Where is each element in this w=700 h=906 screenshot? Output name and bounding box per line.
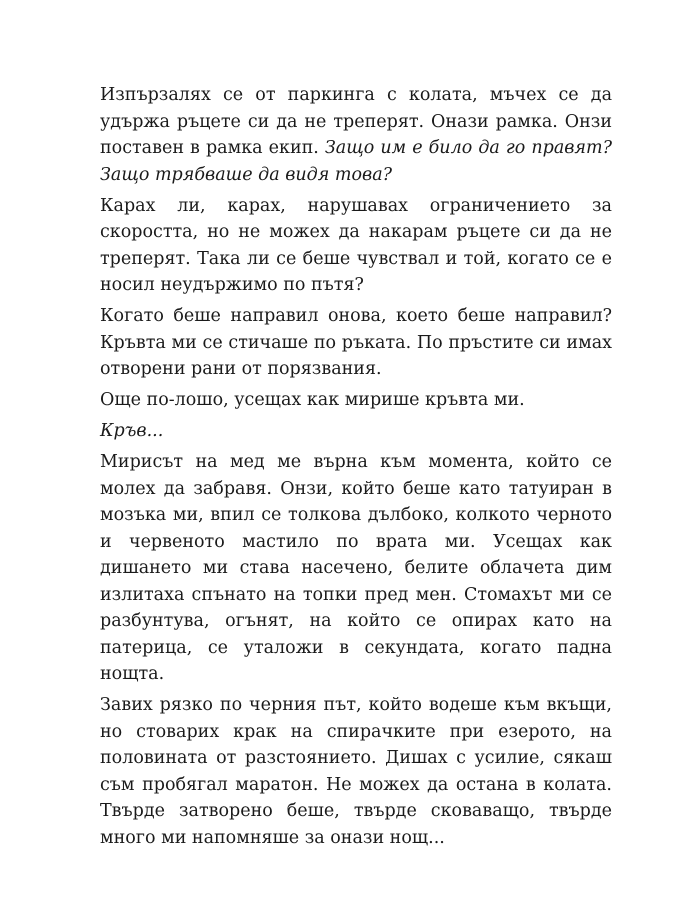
book-page	[100, 82, 612, 851]
paragraph-6: Мирисът на мед ме върна към момента, който се молех да забравя. Онзи, който беше като татуиран в мозъка ми, впил се толкова дълбоко, колкото черното и червеното мастило по врата ми. Усещах как дишането ми става насечено, белите облачета дим излитаха спънато на топки пред мен. Стомахът ми се разбунтува, огънят, на който се опирах като на патерица, се уталожи в секундата, когато падна нощта.	[100, 452, 612, 684]
paragraph-1-text: Изпързалях се от паркинга с колата, мъчех се да удържа ръцете си да не треперят. Онази рамка. Онзи поставен в рамка екип.	[100, 85, 612, 158]
paragraph-5-italic: Кръв...	[100, 421, 164, 441]
paragraph-3: Когато беше направил онова, което беше направил? Кръвта ми се стичаше по ръката. По пръстите си имах отворени рани от порязвания.	[100, 306, 612, 379]
paragraph-1	[100, 82, 612, 188]
paragraph-4: Още по-лошо, усещах как мирише кръвта ми.	[100, 390, 525, 410]
paragraph-1-italic: Защо им е било да го правят? Защо трябваше да видя това?	[100, 138, 612, 185]
paragraph-2: Карах ли, карах, нарушавах ограничението за скоростта, но не можех да накарам ръцете си да не треперят. Така ли се беше чувствал и той, когато се е носил неудържимо по пътя?	[100, 195, 612, 295]
paragraph-7: Завих рязко по черния път, който водеше към вкъщи, но стоварих крак на спирачките при езерото, на половината от разстоянието. Дишах с усилие, сякаш съм пробягал маратон. Не можех да остана в колата. Твърде затворено беше, твърде сковаващо, твърде много ми напомняше за онази нощ...	[100, 695, 612, 848]
